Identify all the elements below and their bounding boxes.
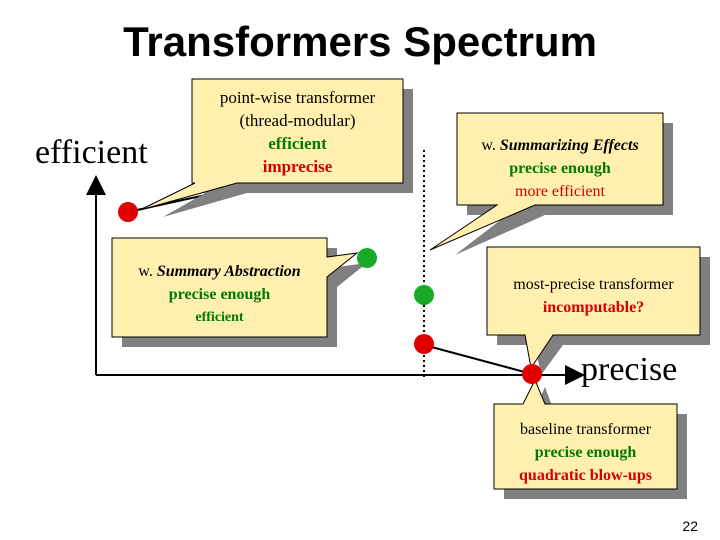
summary-abstraction-line3: efficient [195,310,244,325]
summary-abstraction-line2: precise enough [168,286,271,303]
most-precise-line2: incomputable? [542,299,645,316]
summarizing-effects-line3: more efficient [515,183,605,200]
callout-summary-abstraction-text [112,260,327,329]
summarizing-effects-line2: precise enough [509,160,611,177]
slide-title: Transformers Spectrum [123,18,597,65]
callout-baseline-text [494,418,677,487]
dot-red-pointwise [118,202,138,222]
summarizing-effects-prefix: w. [481,137,500,154]
baseline-line3: quadratic blow-ups [519,467,652,484]
dot-green-summarizing-effects [414,285,434,305]
baseline-line1: baseline transformer [519,421,652,438]
y-axis-label: efficient [35,134,148,171]
x-axis-label: precise [581,351,678,388]
callout-most-precise-text [487,273,700,319]
callout-summarizing-effects-text [457,134,663,203]
pointwise-line1: point-wise transformer [219,88,376,107]
callout-pointwise-text [192,86,403,178]
pointwise-line4: imprecise [262,157,333,176]
dot-green-summary-abstraction [357,248,377,268]
pointwise-line2: (thread-modular) [239,111,356,130]
page-number: 22 [682,518,698,534]
summary-abstraction-emph: Summary Abstraction [156,263,301,280]
dot-red-baseline [414,334,434,354]
dot-red-most-precise [522,364,542,384]
connector-baseline [424,345,532,374]
summary-abstraction-prefix: w. [138,263,157,280]
pointwise-line3: efficient [268,134,327,153]
most-precise-line1: most-precise transformer [513,276,674,293]
summarizing-effects-emph: Summarizing Effects [499,137,639,154]
baseline-line2: precise enough [534,444,637,461]
